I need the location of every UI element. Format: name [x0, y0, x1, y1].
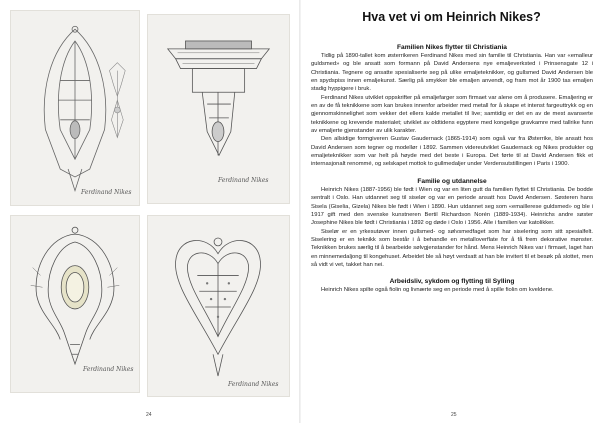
artist-signature: Ferdinand Nikes — [218, 177, 269, 184]
paragraph: Heinrich Nikes (1887-1956) ble født i Wien og var en liten gutt da familien flyttet til Christiania. De bodde sentralt i Oslo. Han utdannet seg til siselør og var en periode ansatt hos David Andersen. Søsteren hans Sisela (Giselia, Gizela) Nikes ble født i Wien i 1890. Hun utdannet seg som «emaillerese guldsmed» og ble i 1917 gift med den svenske kunstneren Bertil Richardson Norén (1889-1934). Heinrichs andre søster Josephine Nikes ble født i Christiania i 1892 og døde i Oslo i 1956. Alle i familien var katolikker. — [311, 186, 593, 227]
section-heading: Familie og utdannelse — [417, 177, 487, 185]
section-heading: Familien Nikes flytter til Christiania — [397, 44, 507, 51]
page-number-left: 24 — [146, 412, 152, 418]
left-page — [0, 0, 299, 423]
paragraph: Den allsidige formgiveren Gustav Gaudernack (1865-1914) som også var fra Østerrike, ble ansatt hos David Andersen som tegner og modellør i 1892. Sammen videreutviklet Gaudernack og Nikes produkter og emaljeteknikker som var helt på høyde med det beste i Europa. Det førte til at David Andersen fikk et internasjonalt renommé, og selskapet mottok to gullmedaljer under Verdensutstillingen i Paris i 1900. — [311, 136, 593, 168]
drawing-plate-bottom-left — [10, 215, 140, 393]
drawing-plate-top-right — [147, 14, 290, 204]
section-heading: Arbeidsliv, sykdom og flytting til Sylling — [389, 278, 515, 286]
article-body — [311, 43, 593, 295]
paragraph: Tidlig på 1890-tallet kom østerrikeren Ferdinand Nikes med sin familie til Christiania. Han var «emalleur guldsmed» og ble ansatt som formann på David Andersens nye emaljeverksted i Prinsensgate 12 i Christiania. Tegnere og ansatte spesialiserte seg på ulike emaljeteknikker, og gullsmed David Andersen ble en spydspiss innen emaljekunst. Særlig på smykker ble emaljen anvendt, og fram mot år 1900 tas emaljen stadig hyppigere i bruk. — [311, 53, 593, 93]
artist-signature: Ferdinand Nikes — [81, 189, 132, 196]
paragraph: Ferdinand Nikes utviklet oppskrifter på emaljefarger som firmaet var alene om å produsere. Emaljering er en av de få teknikkene som kan brukes innenfor arbeider med metall for å skape et intenst fargeuttrykk og en gjennomskinnelighet som vekker det ellers kalde metallet til live; samtidig er det en av de mest avanserte teknikkene og krevende materialet; utviklet av oldtidens egyptere med kongelige gravkamre med tallrike funn av emaljerte gjenstander av ulik karakter. — [311, 94, 593, 135]
pendant-drawing-gothic — [11, 11, 139, 205]
drawing-plate-top-left — [10, 10, 140, 206]
paragraph: Heinrich Nikes spilte også fiolin og livnærte seg en periode med å spille fiolin om kveldene. — [321, 287, 554, 294]
pendant-drawing-heart — [148, 216, 289, 396]
artist-signature: Ferdinand Nikes — [83, 366, 134, 373]
page-number-right: 25 — [451, 412, 457, 418]
drawing-plate-bottom-right — [147, 215, 290, 397]
paragraph: Siselør er en yrkesutøver innen gullsmed- og sølvsmedfaget som har siselering som sitt spesialfelt. Siselering er en teknikk som består i å behandle en metalloverflate for å få frem dekorative mønster. Teknikken brukes særlig til å bearbeide sølvgjenstander for hånd. Mens Heinrich Nikes var i firmaet, laget han en minnemedaljong til kongehuset. Arbeidet ble så høyt verdsatt at han ble invitert til et besøk på slottet, men så vidt vi vet, takket han nei. — [311, 228, 593, 268]
page-title: Hva vet vi om Heinrich Nikes? — [362, 10, 541, 24]
artist-signature: Ferdinand Nikes — [228, 381, 279, 388]
clasp-drawing — [148, 15, 289, 203]
right-page — [301, 0, 600, 423]
